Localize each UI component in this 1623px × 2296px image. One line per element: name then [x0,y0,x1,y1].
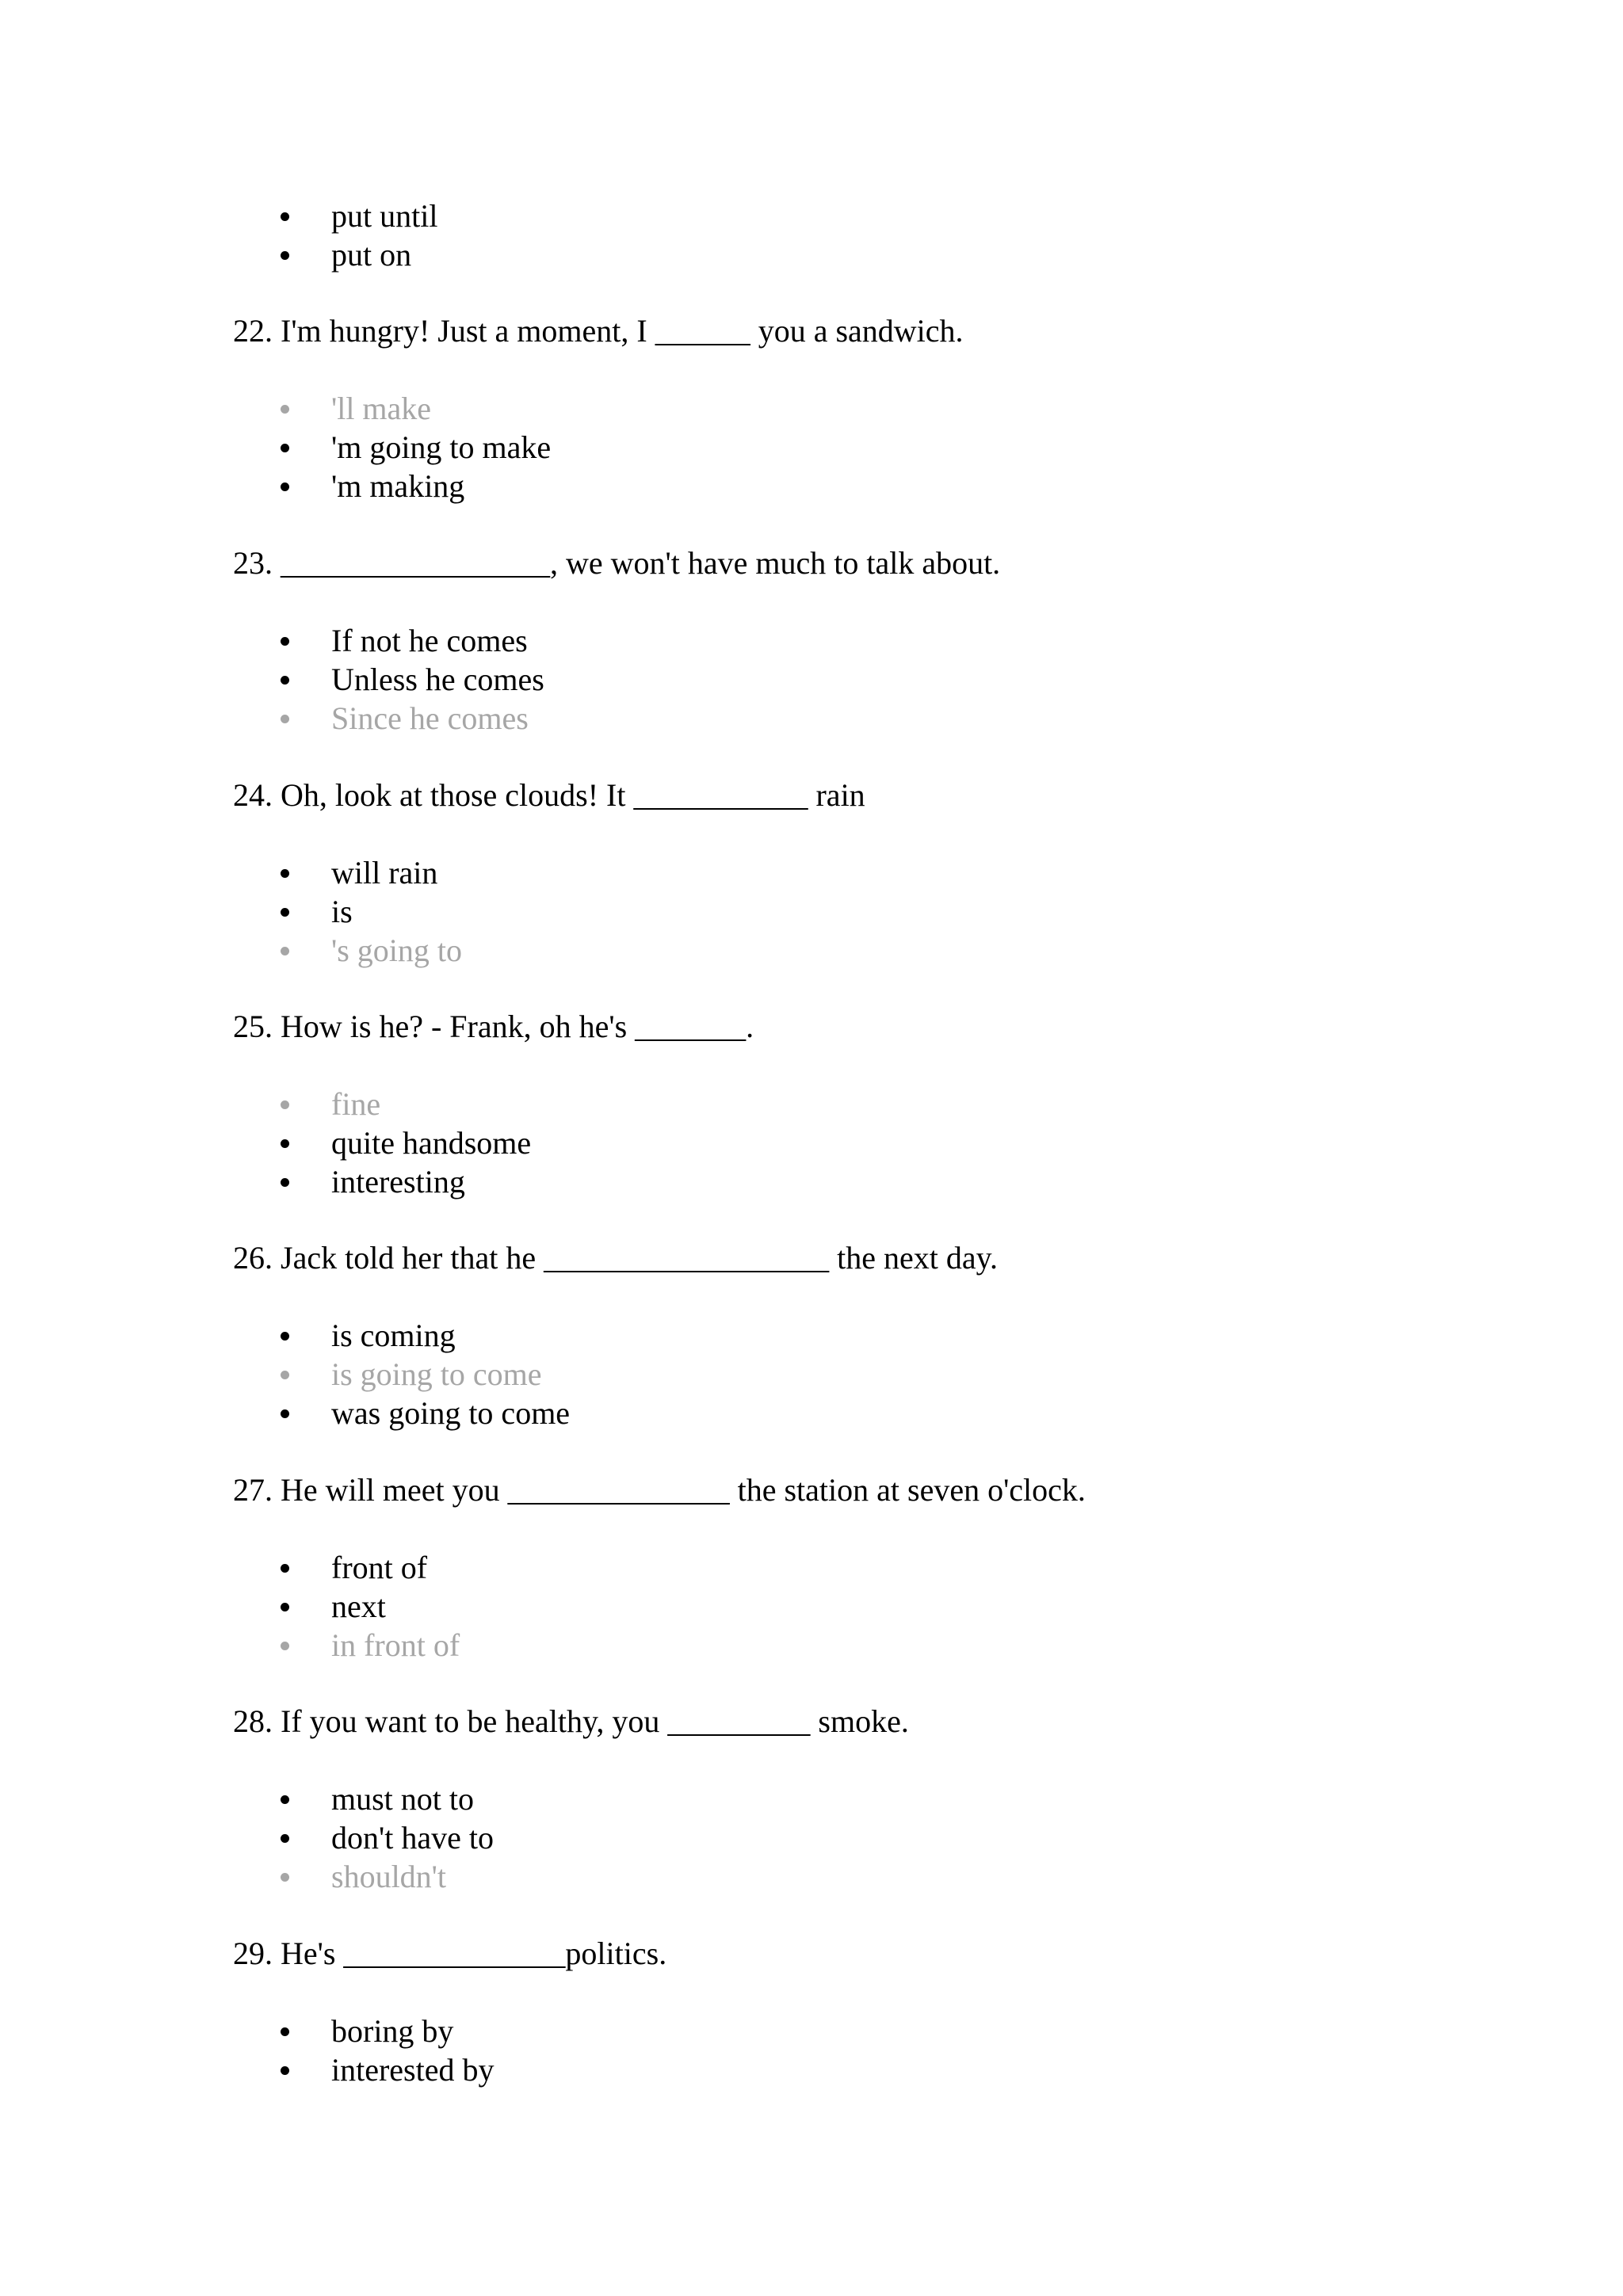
bullet-icon [281,947,289,955]
answer-option-text: must not to [331,1781,475,1817]
answer-option-text: put on [331,237,412,273]
bullet-icon [281,1409,289,1418]
bullet-icon [281,908,289,917]
answer-option-text: front of [331,1550,428,1585]
answer-option-text: Since he comes [331,700,529,736]
question-23: 23. _________________, we won't have much to talk about. [233,545,1001,581]
answer-option-text: interesting [331,1164,465,1199]
answer-option-text: is going to come [331,1356,542,1392]
answer-option-text: 'm making [331,468,465,504]
question-22: 22. I'm hungry! Just a moment, I ______ you a sandwich. [233,313,964,349]
bullet-icon [281,1642,289,1650]
answer-option-text: in front of [331,1627,460,1663]
answer-option-text: don't have to [331,1820,494,1855]
bullet-icon [281,1795,289,1804]
answer-option-text: 'll make [331,391,432,426]
bullet-icon [281,2027,289,2036]
question-28: 28. If you want to be healthy, you _________ smoke. [233,1703,909,1739]
question-24: 24. Oh, look at those clouds! It ___________ rain [233,777,865,813]
bullet-icon [281,2066,289,2075]
bullet-icon [281,1139,289,1148]
answer-option-text: next [331,1589,386,1624]
question-29: 29. He's ______________politics. [233,1936,667,1971]
bullet-icon [281,444,289,452]
answer-option-text: is [331,894,353,929]
bullet-icon [281,482,289,491]
bullet-icon [281,212,289,221]
bullet-icon [281,1178,289,1187]
bullet-icon [281,251,289,260]
answer-option-text: 's going to [331,933,462,968]
bullet-icon [281,1873,289,1882]
bullet-icon [281,715,289,723]
bullet-icon [281,1834,289,1843]
bullet-icon [281,405,289,414]
bullet-icon [281,869,289,878]
answer-option-text: will rain [331,855,438,891]
bullet-icon [281,1564,289,1573]
answer-option-text: fine [331,1086,381,1122]
question-25: 25. How is he? - Frank, oh he's _______. [233,1009,754,1044]
bullet-icon [281,637,289,646]
bullet-icon [281,1371,289,1379]
question-26: 26. Jack told her that he __________________ the next day. [233,1240,998,1276]
answer-option-text: was going to come [331,1395,571,1431]
answer-option-text: quite handsome [331,1125,532,1161]
answer-option-text: Unless he comes [331,662,544,697]
question-27: 27. He will meet you ______________ the station at seven o'clock. [233,1472,1086,1508]
answer-option-text: put until [331,198,438,234]
answer-option-text: interested by [331,2052,495,2088]
bullet-icon [281,1100,289,1109]
answer-option-text: is coming [331,1318,456,1353]
bullet-icon [281,676,289,685]
answer-option-text: shouldn't [331,1859,446,1894]
answer-option-text: 'm going to make [331,429,552,465]
bullet-icon [281,1603,289,1611]
bullet-icon [281,1332,289,1341]
answer-option-text: If not he comes [331,623,528,658]
answer-option-text: boring by [331,2013,454,2049]
